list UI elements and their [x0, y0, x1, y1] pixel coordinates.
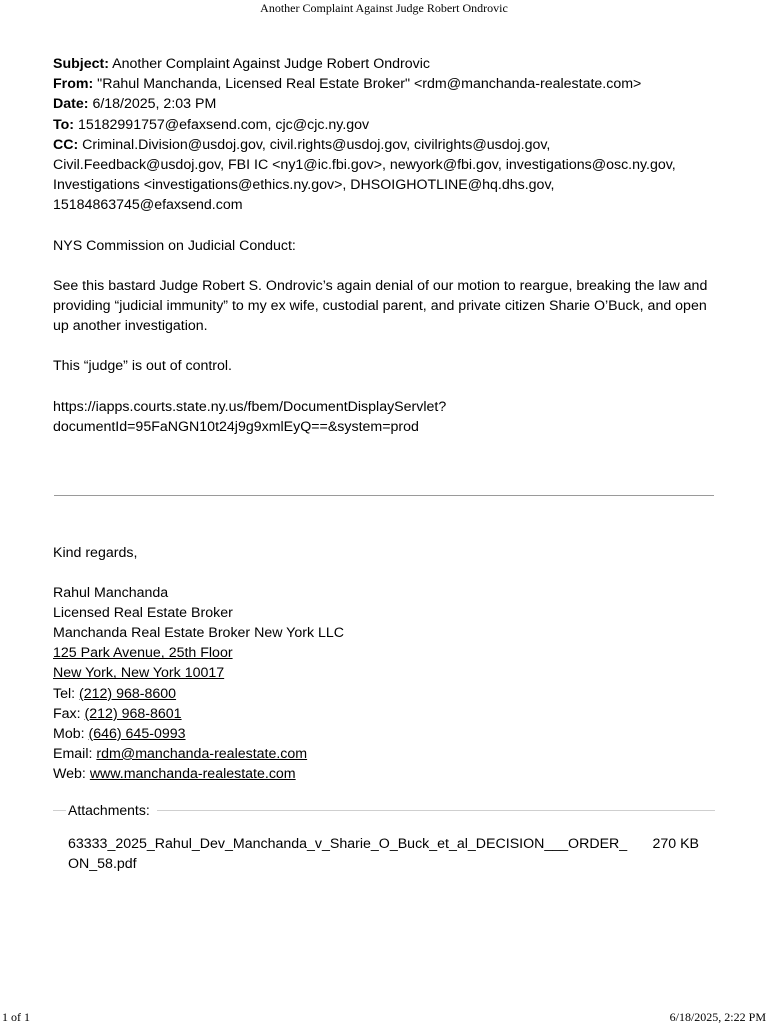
from-label: From: — [53, 76, 94, 93]
web-link[interactable]: www.manchanda-realestate.com — [89, 765, 296, 782]
signature-web-line — [53, 764, 715, 784]
signature-fax-line — [53, 704, 715, 724]
signature-name: Rahul Manchanda — [53, 585, 169, 602]
attachments-rule-right — [157, 810, 715, 811]
attachment-size: 270 KB — [652, 836, 699, 852]
mob-label: Mob: — [53, 725, 89, 742]
date-value: 6/18/2025, 2:03 PM — [92, 96, 217, 113]
signature-mob-line — [53, 724, 715, 744]
page-count: 1 of 1 — [2, 1010, 30, 1024]
attachments-section — [53, 800, 715, 820]
document-link-line-1: https://iapps.courts.state.ny.us/fbem/DocumentDisplayServlet? — [53, 398, 447, 415]
signature-title: Licensed Real Estate Broker — [53, 605, 233, 622]
document-link-line-2: documentId=95FaNGN10t24j9g9xmlEyQ==&system=prod — [53, 418, 419, 435]
cc-line — [53, 135, 715, 216]
fax-link[interactable]: (212) 968-8601 — [84, 705, 182, 722]
horizontal-divider — [54, 495, 714, 496]
signature-tel-line — [53, 684, 715, 704]
date-line — [53, 94, 715, 114]
body-salutation: NYS Commission on Judicial Conduct: — [53, 237, 296, 254]
from-value: "Rahul Manchanda, Licensed Real Estate Broker" <rdm@manchanda-realestate.com> — [97, 76, 642, 93]
subject-value: Another Complaint Against Judge Robert Ondrovic — [112, 56, 430, 72]
from-line — [53, 74, 715, 94]
signature-email-line — [53, 744, 715, 764]
signature-closing: Kind regards, — [53, 545, 138, 561]
print-timestamp: 6/18/2025, 2:22 PM — [669, 1010, 766, 1024]
to-label: To: — [53, 116, 75, 133]
signature-address-line-1[interactable]: 125 Park Avenue, 25th Floor — [53, 645, 233, 662]
to-line — [53, 115, 715, 135]
attachments-legend: Attachments: — [68, 802, 150, 818]
mob-link[interactable]: (646) 645-0993 — [88, 725, 186, 742]
print-header-title: Another Complaint Against Judge Robert Ondrovic — [260, 1, 508, 15]
signature-company: Manchanda Real Estate Broker New York LLC — [53, 625, 345, 642]
tel-link[interactable]: (212) 968-8600 — [79, 685, 177, 702]
cc-value: Criminal.Division@usdoj.gov, civil.rights@usdoj.gov, civilrights@usdoj.gov, Civil.Feedback@usdoj.gov, FBI IC <ny1@ic.fbi.gov>, newyork@fbi.gov, investigations@osc.ny.gov, Investigations <investigations@ethics.ny.gov>, DHSOIGHOTLINE@hq.dhs.gov, 15184863745@efaxsend.com — [53, 136, 676, 214]
fax-label: Fax: — [53, 705, 85, 722]
subject-line — [53, 54, 715, 74]
subject-label: Subject: — [53, 56, 109, 72]
signature-address-line-2[interactable]: New York, New York 10017 — [53, 665, 225, 682]
date-label: Date: — [53, 96, 89, 113]
body-paragraph-1: See this bastard Judge Robert S. Ondrovic’s again denial of our motion to reargue, breaking the law and providing “judicial immunity” to my ex wife, custodial parent, and private citizen Sharie O’Buck, and open up another investigation. — [53, 277, 708, 335]
email-content — [53, 54, 715, 437]
web-label: Web: — [53, 765, 90, 782]
email-link[interactable]: rdm@manchanda-realestate.com — [96, 745, 308, 762]
cc-label: CC: — [53, 136, 79, 153]
to-value: 15182991757@efaxsend.com, cjc@cjc.ny.gov — [77, 116, 370, 133]
attachments-rule-left — [53, 810, 66, 811]
email-signature — [53, 543, 715, 784]
tel-label: Tel: — [53, 685, 80, 702]
attachment-filename[interactable]: 63333_2025_Rahul_Dev_Manchanda_v_Sharie_O_Buck_et_al_DECISION___ORDER_ON_58.pdf — [68, 836, 628, 872]
email-label: Email: — [53, 745, 97, 762]
body-paragraph-2: This “judge” is out of control. — [53, 358, 232, 375]
